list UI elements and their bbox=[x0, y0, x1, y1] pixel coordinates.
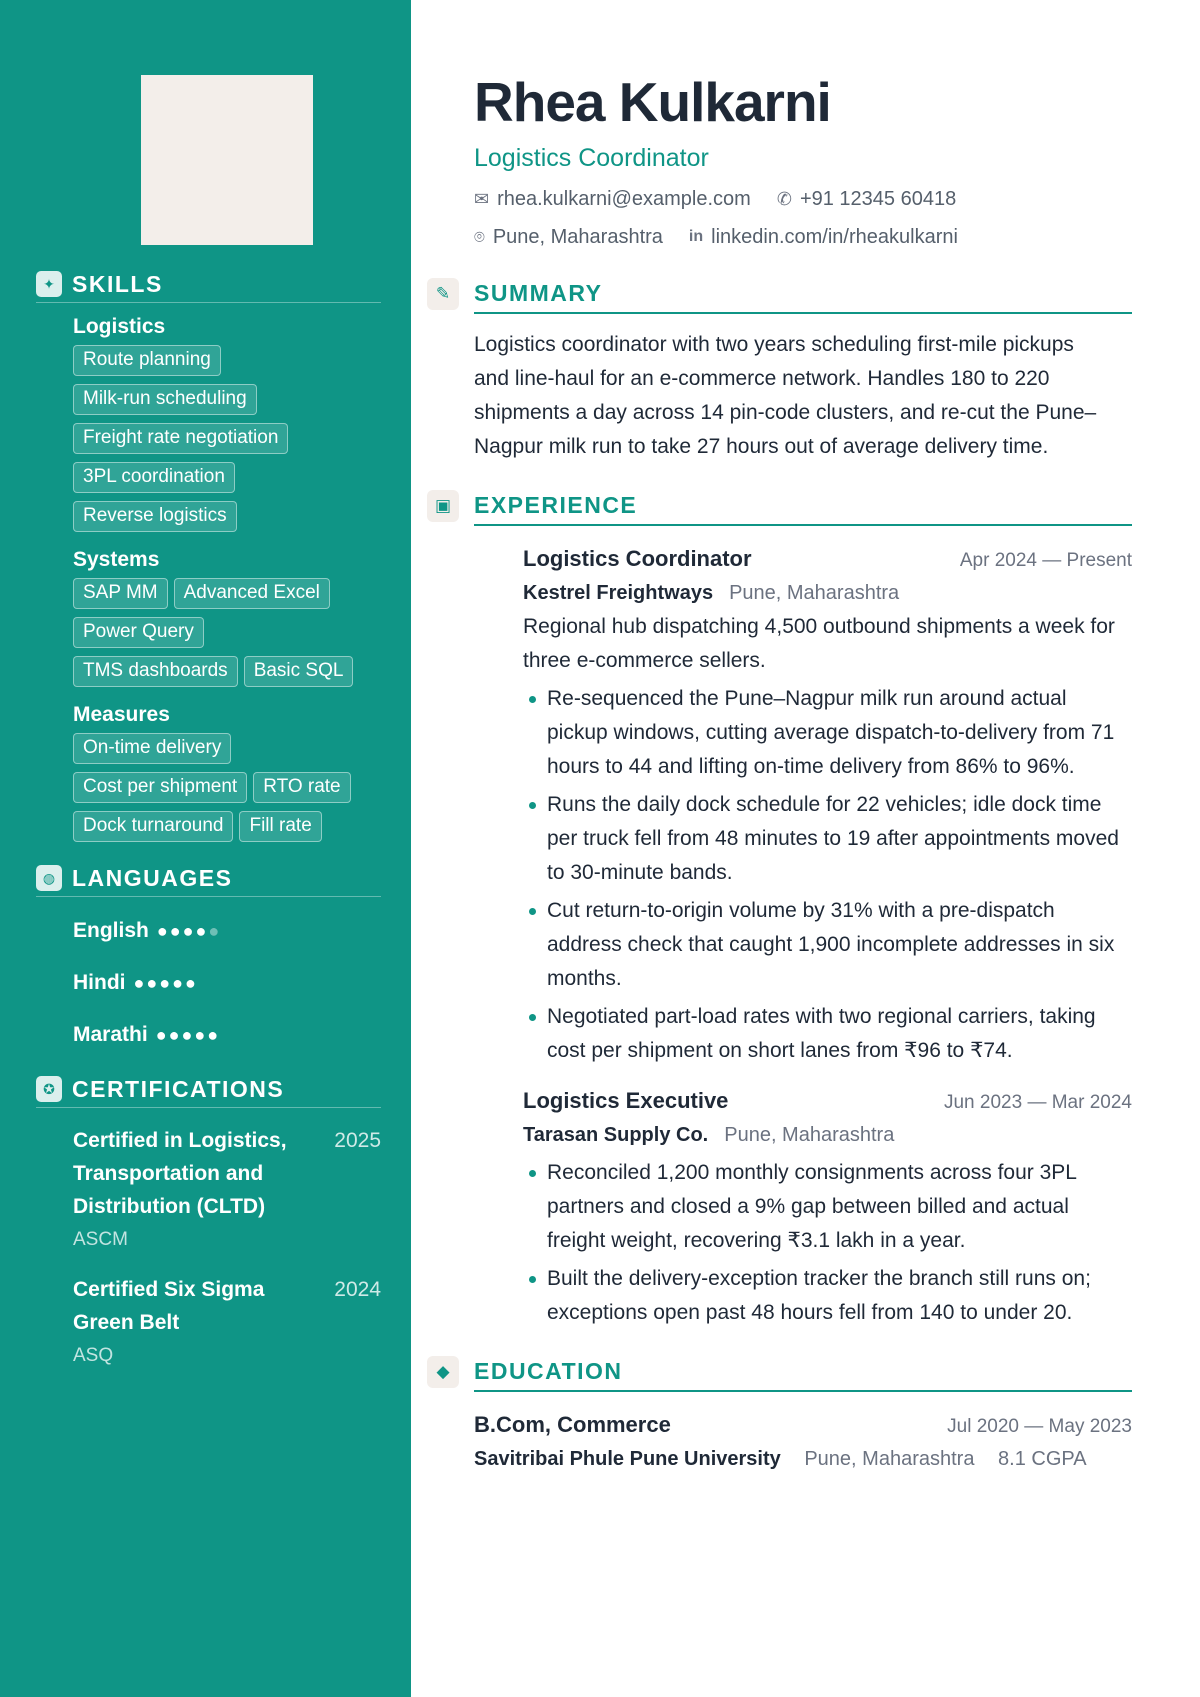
education-dates: Jul 2020 — May 2023 bbox=[947, 1416, 1132, 1437]
skill-chip: Reverse logistics bbox=[73, 501, 237, 532]
level-dot: ● bbox=[133, 973, 147, 993]
certification-name: Certified in Logistics, Transportation and Distribution (CLTD) bbox=[73, 1129, 287, 1218]
education-degree: B.Com, Commerce bbox=[474, 1412, 671, 1437]
profile-photo-placeholder bbox=[141, 75, 313, 245]
mail-icon: ✉ bbox=[474, 189, 490, 209]
level-dot: ● bbox=[159, 973, 173, 993]
linkedin-icon: in bbox=[688, 228, 704, 245]
skill-group-title: Systems bbox=[73, 548, 160, 571]
sparkle-icon: ✦ bbox=[36, 271, 62, 297]
phone-text: +91 12345 60418 bbox=[799, 188, 957, 210]
email-item[interactable] bbox=[474, 184, 751, 214]
certification-name: Certified Six Sigma Green Belt bbox=[73, 1278, 265, 1334]
language-item bbox=[73, 1017, 381, 1053]
certification-org: ASCM bbox=[73, 1229, 128, 1250]
certifications-title: CERTIFICATIONS bbox=[72, 1075, 285, 1102]
candidate-name: Rhea Kulkarni bbox=[474, 71, 831, 133]
certification-org: ASQ bbox=[73, 1345, 114, 1366]
certification-year: 2025 bbox=[334, 1129, 381, 1152]
briefcase-icon: ▣ bbox=[427, 490, 459, 522]
job-entry bbox=[523, 542, 1132, 1068]
level-dot: ● bbox=[185, 973, 198, 993]
languages-header bbox=[36, 860, 381, 897]
job-dates: Apr 2024 — Present bbox=[959, 550, 1132, 571]
phone-item[interactable] bbox=[777, 184, 956, 214]
skill-chip: Fill rate bbox=[239, 811, 321, 842]
language-level-dots bbox=[156, 1025, 220, 1045]
candidate-role: Logistics Coordinator bbox=[474, 144, 709, 172]
education-school: Savitribai Phule Pune University bbox=[474, 1448, 781, 1470]
language-item bbox=[73, 913, 381, 949]
skill-chip: TMS dashboards bbox=[73, 656, 238, 687]
sidebar bbox=[0, 0, 411, 1697]
job-bullet: Cut return-to-origin volume by 31% with a pre-dispatch address check that caught 1,900 incomplete addresses in six months. bbox=[523, 894, 1132, 996]
email-text: rhea.kulkarni@example.com bbox=[497, 188, 751, 210]
skills-section bbox=[36, 266, 381, 842]
level-dot: ● bbox=[181, 1025, 195, 1045]
experience-list bbox=[474, 542, 1132, 1330]
skill-group-title: Measures bbox=[73, 703, 170, 726]
certification-year: 2024 bbox=[334, 1278, 381, 1301]
job-description: Regional hub dispatching 4,500 outbound shipments a week for three e-commerce sellers. bbox=[523, 615, 1115, 672]
certifications-header bbox=[36, 1071, 381, 1108]
job-company: Kestrel Freightways bbox=[523, 582, 714, 604]
skill-chip: Freight rate negotiation bbox=[73, 423, 288, 454]
pen-icon: ✎ bbox=[427, 278, 459, 310]
graduation-cap-icon: ◆ bbox=[427, 1356, 459, 1388]
linkedin-item[interactable] bbox=[689, 222, 958, 252]
language-item bbox=[73, 965, 381, 1001]
education-header bbox=[436, 1352, 1132, 1392]
language-level-dots bbox=[134, 973, 198, 993]
job-company-line bbox=[523, 576, 1132, 610]
education-top bbox=[474, 1408, 1132, 1442]
summary-header bbox=[435, 274, 1132, 314]
level-dot: ● bbox=[195, 921, 209, 941]
job-entry bbox=[523, 1084, 1132, 1330]
job-title: Logistics Executive bbox=[523, 1088, 729, 1113]
skill-chip: On-time delivery bbox=[73, 733, 231, 764]
skill-chip: Route planning bbox=[73, 345, 221, 376]
skill-group-title: Logistics bbox=[73, 315, 166, 338]
skill-chips bbox=[73, 345, 373, 532]
level-dot: ● bbox=[146, 973, 160, 993]
experience-header bbox=[434, 486, 1132, 526]
location-text: Pune, Maharashtra bbox=[492, 226, 663, 248]
job-bullets bbox=[523, 682, 1132, 1068]
job-bullet: Reconciled 1,200 monthly consignments across four 3PL partners and closed a 9% gap between billed and actual freight weight, recovering ₹3.1 lakh in a year. bbox=[523, 1156, 1132, 1258]
summary-title: SUMMARY bbox=[474, 279, 603, 306]
job-bullet: Re-sequenced the Pune–Nagpur milk run around actual pickup windows, cutting average dispatch-to-delivery from 71 hours to 44 and lifting on-time delivery from 86% to 96%. bbox=[523, 682, 1132, 784]
level-dot: ● bbox=[172, 973, 185, 993]
level-dot: ● bbox=[169, 921, 183, 941]
job-location: Pune, Maharashtra bbox=[724, 1124, 895, 1146]
job-bullet: Negotiated part-load rates with two regional carriers, taking cost per shipment on short lanes from ₹96 to ₹74. bbox=[523, 1000, 1132, 1068]
education-gpa: 8.1 CGPA bbox=[998, 1448, 1087, 1470]
main-content bbox=[434, 66, 1132, 1476]
languages-list bbox=[36, 913, 381, 1053]
sidebar-content bbox=[36, 266, 381, 1391]
location-pin-icon: ⌾ bbox=[474, 227, 485, 247]
education-entry bbox=[474, 1408, 1132, 1476]
level-dot: ● bbox=[168, 1025, 182, 1045]
skill-chip: Milk-run scheduling bbox=[73, 384, 257, 415]
language-name: Marathi bbox=[73, 1023, 148, 1046]
level-dot: ● bbox=[194, 1025, 208, 1045]
language-name: English bbox=[73, 919, 149, 942]
level-dot: ● bbox=[156, 921, 170, 941]
skill-chips bbox=[73, 578, 373, 687]
skill-chip: RTO rate bbox=[253, 772, 350, 803]
experience-title: EXPERIENCE bbox=[474, 491, 638, 518]
contact-row-2 bbox=[474, 222, 1132, 252]
level-dot: ● bbox=[155, 1025, 169, 1045]
skills-title: SKILLS bbox=[72, 270, 163, 297]
language-level-dots bbox=[157, 921, 221, 941]
certification-item bbox=[73, 1273, 381, 1373]
education-location: Pune, Maharashtra bbox=[804, 1448, 975, 1470]
skill-chip: SAP MM bbox=[73, 578, 168, 609]
job-title: Logistics Coordinator bbox=[523, 546, 752, 571]
phone-icon: ✆ bbox=[776, 189, 792, 209]
skill-chip: Dock turnaround bbox=[73, 811, 233, 842]
location-item bbox=[474, 222, 663, 252]
skill-chip: Advanced Excel bbox=[174, 578, 330, 609]
job-bullets bbox=[523, 1156, 1132, 1330]
award-icon: ✪ bbox=[36, 1076, 62, 1102]
job-company: Tarasan Supply Co. bbox=[523, 1124, 709, 1146]
job-company-line bbox=[523, 1118, 1132, 1152]
skill-chip: Basic SQL bbox=[244, 656, 354, 687]
job-bullet: Runs the daily dock schedule for 22 vehicles; idle dock time per truck fell from 48 minutes to 19 after appointments moved to 30-minute bands. bbox=[523, 788, 1132, 890]
skills-header bbox=[36, 266, 381, 303]
skill-chips bbox=[73, 733, 373, 842]
skill-groups bbox=[36, 315, 381, 842]
globe-icon: ◍ bbox=[36, 865, 62, 891]
languages-section bbox=[36, 860, 381, 1053]
skill-chip: Power Query bbox=[73, 617, 204, 648]
linkedin-text: linkedin.com/in/rheakulkarni bbox=[711, 226, 958, 248]
certification-item bbox=[73, 1124, 381, 1257]
certifications-section bbox=[36, 1071, 381, 1373]
job-bullet: Built the delivery-exception tracker the branch still runs on; exceptions open past 48 hours fell from 140 to under 20. bbox=[523, 1262, 1132, 1330]
level-dot: ● bbox=[182, 921, 196, 941]
languages-title: LANGUAGES bbox=[72, 864, 233, 891]
education-details bbox=[474, 1442, 1132, 1476]
summary-text: Logistics coordinator with two years scheduling first-mile pickups and line-haul for an e-commerce network. Handles 180 to 220 shipments a day across 14 pin-code clusters, and re-cut the Pune–Nagpur milk run to take 27 hours out of average delivery time. bbox=[474, 333, 1097, 458]
job-dates: Jun 2023 — Mar 2024 bbox=[943, 1092, 1132, 1113]
language-name: Hindi bbox=[73, 971, 126, 994]
job-location: Pune, Maharashtra bbox=[729, 582, 900, 604]
education-title: EDUCATION bbox=[474, 1357, 623, 1384]
level-dot: ● bbox=[207, 1025, 221, 1045]
certifications-list bbox=[36, 1124, 381, 1373]
job-header bbox=[523, 1084, 1132, 1118]
level-dot: ● bbox=[208, 921, 222, 941]
skill-chip: 3PL coordination bbox=[73, 462, 235, 493]
contact-row-1 bbox=[474, 184, 1132, 214]
skill-chip: Cost per shipment bbox=[73, 772, 247, 803]
job-header bbox=[523, 542, 1132, 576]
